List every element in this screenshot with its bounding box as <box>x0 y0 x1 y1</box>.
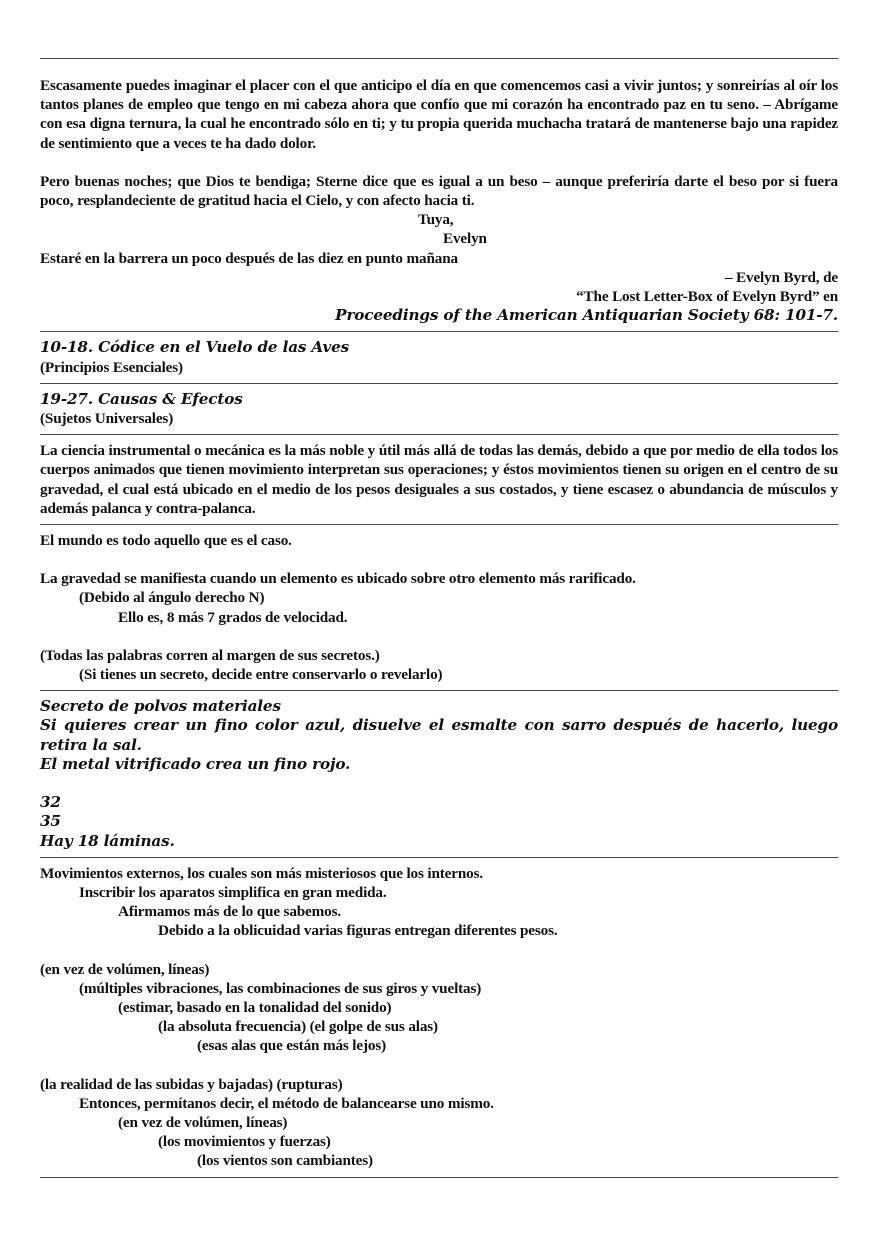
text-line: La gravedad se manifiesta cuando un elemento es ubicado sobre otro elemento más rarificado. <box>40 570 636 588</box>
text-line: (múltiples vibraciones, las combinaciones de sus giros y vueltas) <box>79 979 482 997</box>
section-mechanics <box>40 435 838 524</box>
letter-postscript: Estaré en la barrera un poco después de las diez en punto mañana <box>40 249 458 267</box>
letter-closing: Tuya, <box>418 211 454 229</box>
text-line: (la absoluta frecuencia) (el golpe de sus alas) <box>158 1018 438 1036</box>
text-line: (estimar, basado en la tonalidad del sonido) <box>118 998 392 1016</box>
text-line: Debido a la oblicuidad varias figuras entregan diferentes pesos. <box>158 922 558 940</box>
number-line: 35 <box>40 812 61 831</box>
letter-section <box>40 59 838 331</box>
section-subtitle: (Sujetos Universales) <box>40 410 174 428</box>
section-subtitle: (Principios Esenciales) <box>40 358 183 376</box>
text-line: Afirmamos más de lo que sabemos. <box>118 903 342 921</box>
text-line: (Si tienes un secreto, decide entre conservarlo o revelarlo) <box>79 666 443 684</box>
section-secret <box>40 691 838 856</box>
section-causas <box>40 384 838 434</box>
text-line: Inscribir los aparatos simplifica en gran medida. <box>79 883 387 901</box>
section-title: 19-27. Causas & Efectos <box>40 389 243 408</box>
letter-paragraph-1: Escasamente puedes imaginar el placer con el que anticipo el día en que comencemos casi a vivir juntos; y sonreirías al oír los tantos planes de empleo que tengo en mi cabeza ahora que confío que mi corazón ha encontrado paz en tu seno. – Abrígame con esa digna ternura, la cual he encontrado sólo en ti; y tu propia querida muchacha tratará de mantenerse bajo una rapidez de sentimiento que a veces te ha dado dolor. <box>40 77 838 152</box>
text-line: (los movimientos y fuerzas) <box>158 1133 331 1151</box>
text-line: (Todas las palabras corren al margen de sus secretos.) <box>40 646 380 664</box>
text-line: (la realidad de las subidas y bajadas) (rupturas) <box>40 1075 343 1093</box>
section-movements <box>40 858 838 1177</box>
text-line: El mundo es todo aquello que es el caso. <box>40 532 292 550</box>
letter-paragraph-2: Pero buenas noches; que Dios te bendiga; Sterne dice que es igual a un beso – aunque preferiría darte el beso por si fuera poco, resplandeciente de gratitud hacia el Cielo, y con afecto hacia ti. <box>40 172 838 210</box>
text-line: Si quieres crear un fino color azul, disuelve el esmalte con sarro después de hacerlo, luego retira la sal. <box>40 716 838 754</box>
document-body <box>40 58 838 1178</box>
divider <box>40 1177 838 1178</box>
text-line: (en vez de volúmen, líneas) <box>40 960 210 978</box>
text-line: (en vez de volúmen, líneas) <box>118 1113 288 1131</box>
letter-signature: Evelyn <box>443 230 487 248</box>
text-line: El metal vitrificado crea un fino rojo. <box>40 754 351 773</box>
section-codice <box>40 332 838 382</box>
text-line: Secreto de polvos materiales <box>40 697 281 716</box>
text-line: (esas alas que están más lejos) <box>197 1037 386 1055</box>
attribution-line-3: Proceedings of the American Antiquarian Society 68: 101-7. <box>335 306 838 325</box>
text-line: Hay 18 láminas. <box>40 831 175 850</box>
text-line: Entonces, permítanos decir, el método de balancearse uno mismo. <box>79 1094 494 1112</box>
text-line: (Debido al ángulo derecho N) <box>79 589 265 607</box>
mechanics-paragraph: La ciencia instrumental o mecánica es la más noble y útil más allá de todas las demás, debido a que por medio de ella todos los cuerpos animados que tienen movimiento interpretan sus operaciones; y éstos movimientos tienen su origen en el centro de su gravedad, el cual está ubicado en el medio de los pesos desiguales a sus costados, y tiene escasez o abundancia de músculos y además palanca y contra-palanca. <box>40 442 838 517</box>
section-world <box>40 525 838 690</box>
attribution-line-1: – Evelyn Byrd, de <box>724 268 838 286</box>
text-line: Ello es, 8 más 7 grados de velocidad. <box>118 608 348 626</box>
text-line: Movimientos externos, los cuales son más misteriosos que los internos. <box>40 864 483 882</box>
section-title: 10-18. Códice en el Vuelo de las Aves <box>40 338 350 357</box>
attribution-line-2: “The Lost Letter-Box of Evelyn Byrd” en <box>576 288 838 306</box>
text-line: (los vientos son cambiantes) <box>197 1152 373 1170</box>
number-line: 32 <box>40 793 61 812</box>
